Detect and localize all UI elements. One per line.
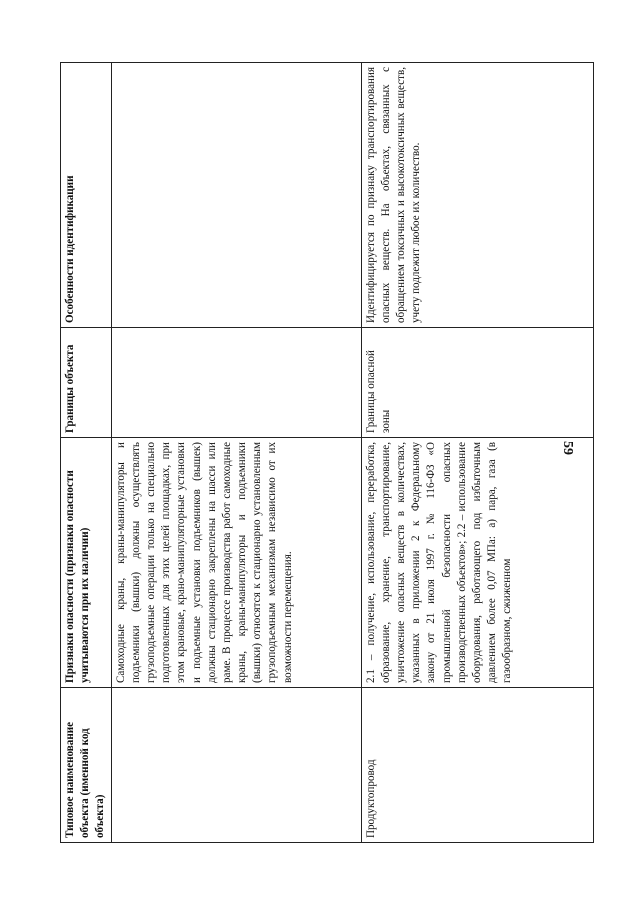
identification-table [60, 62, 594, 843]
cell-hazard-signs: 2.1 – получение, использование, переработка, образование, хранение, транспортирование, уничтожение опасных веществ в количествах, указанных в приложении 2 к Федеральному закону от 21 июля 1997 г. № 116-ФЗ «О промышленной безопасности опасных производственных объектов»; 2.2 – использование оборудования, работающего под избыточным давлением более 0,07 МПа: а) пара, газа (в газообразном, сжиженном [361, 438, 593, 688]
table-header-row [61, 63, 112, 843]
table-row [111, 63, 361, 843]
cell-identification-features: Идентифицируется по признаку транспортирования опасных веществ. На объектах, связанных с обращением токсичных и высокотоксичных веществ, учету подлежит любое их количество. [361, 63, 593, 328]
cell-object-name: Продуктопровод [361, 688, 593, 843]
cell-hazard-signs: Самоходные краны, краны-манипуляторы и подъемники (вышки) должны осуществлять грузоподъемные операции только на специально подготовленных для этих целей площадках, при этом крановые, крано-манипуляторные установки и подъемные установки подъемников (вышек) должны стационарно закреплены на шасси или раме. В процессе производства работ самоходные краны, краны-манипуляторы и подъемники (вышки) относятся к стационарно установленным грузоподъемным механизмам независимо от их возможности перемещения. [111, 438, 361, 688]
cell-object-name [111, 688, 361, 843]
header-object-bounds: Границы объекта [61, 328, 112, 438]
rotated-table-container [60, 63, 580, 843]
header-object-name: Типовое наименование объекта (именной код объекта) [61, 688, 112, 843]
cell-object-bounds [111, 328, 361, 438]
header-identification-features: Особенности идентификации [61, 63, 112, 328]
cell-object-bounds: Границы опасной зоны [361, 328, 593, 438]
cell-identification-features [111, 63, 361, 328]
table-row [361, 63, 593, 843]
page-number: 59 [560, 441, 575, 455]
header-hazard-signs: Признаки опасности (признаки опасности учитываются при их наличии) [61, 438, 112, 688]
